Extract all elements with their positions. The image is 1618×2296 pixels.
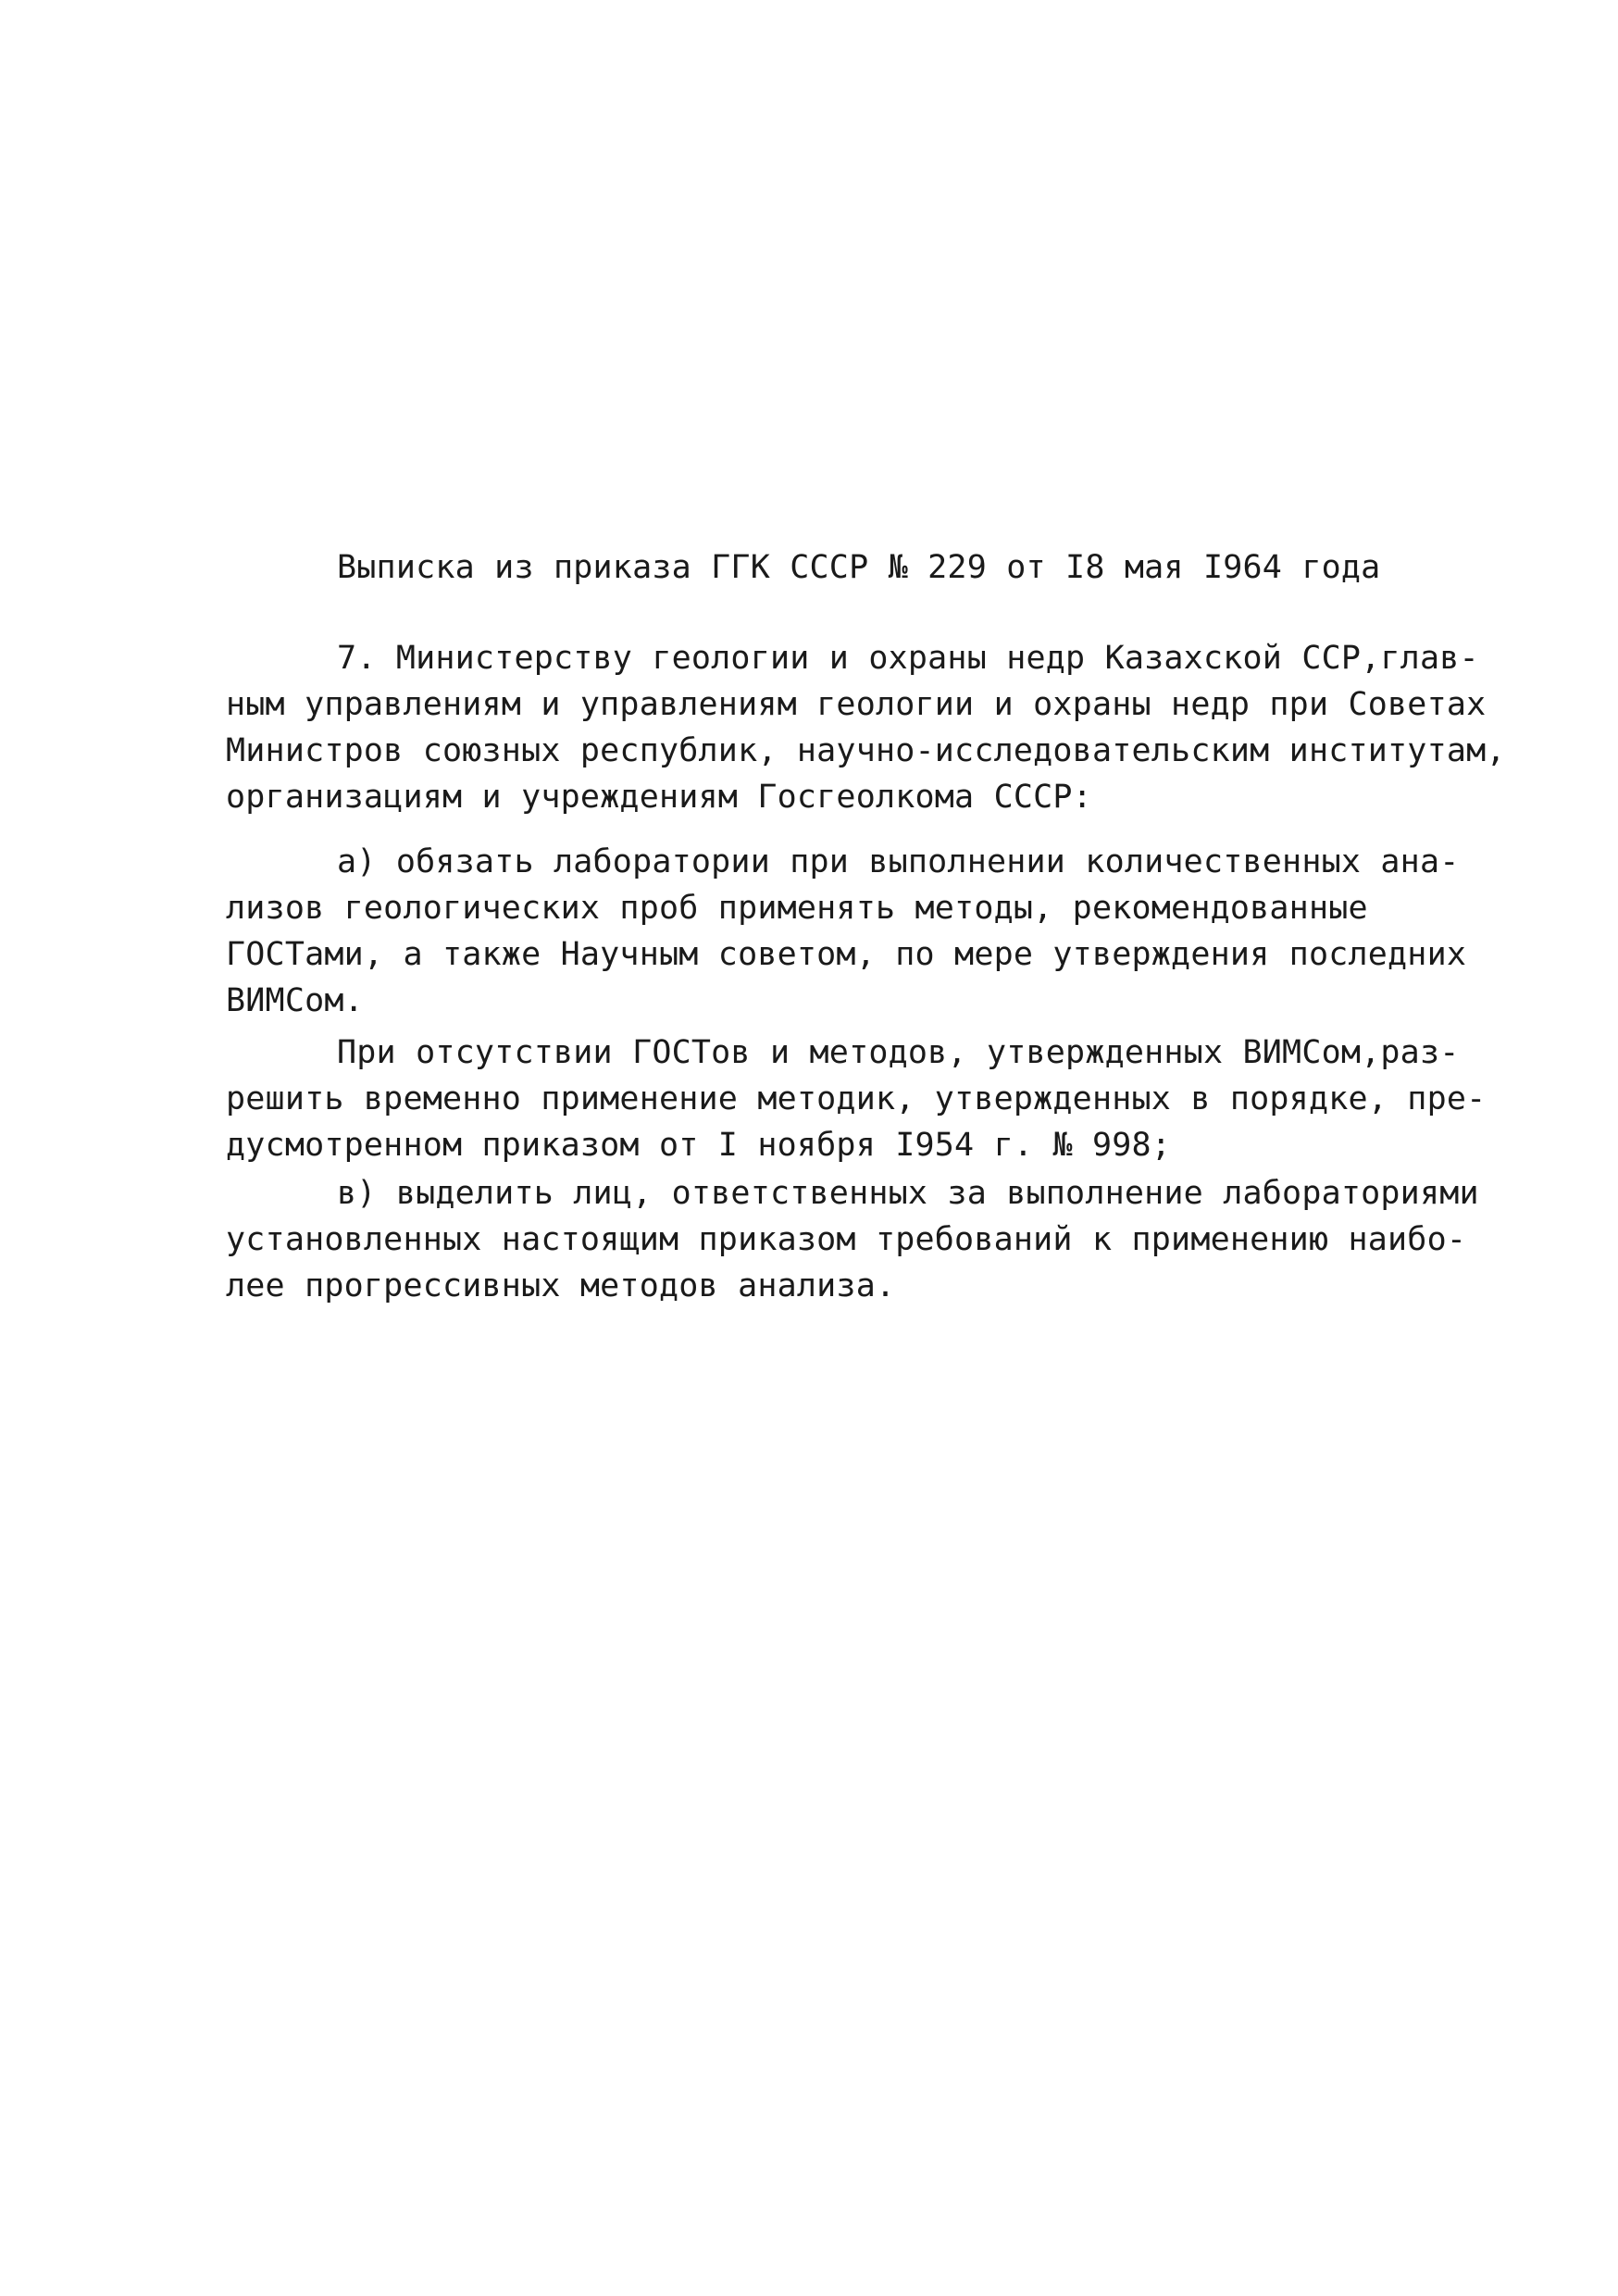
paragraph-1-line-2: ным управлениям и управлениям геологии и охраны недр при Советах xyxy=(226,686,1487,723)
document-title: Выписка из приказа ГГК СССР № 229 от I8 мая I964 года xyxy=(337,549,1381,586)
paragraph-3-line-2: решить временно применение методик, утвержденных в порядке, пре- xyxy=(226,1080,1487,1117)
paragraph-2-line-4: ВИМСом. xyxy=(226,982,364,1019)
paragraph-2-line-3: ГОСТами, а также Научным советом, по мере утверждения последних xyxy=(226,936,1467,973)
paragraph-1-line-4: организациям и учреждениям Госгеолкома СССР: xyxy=(226,779,1092,816)
paragraph-4-line-2: установленных настоящим приказом требований к применению наибо- xyxy=(226,1221,1467,1258)
paragraph-4-line-1: в) выделить лиц, ответственных за выполнение лабораториями xyxy=(337,1175,1479,1212)
paragraph-3-line-1: При отсутствии ГОСТов и методов, утвержденных ВИМСом,раз- xyxy=(337,1034,1460,1071)
paragraph-1-line-1: 7. Министерству геологии и охраны недр Казахской ССР,глав- xyxy=(337,640,1479,677)
paragraph-1-line-3: Министров союзных республик, научно-исследовательским институтам, xyxy=(226,732,1506,769)
paragraph-4-line-3: лее прогрессивных методов анализа. xyxy=(226,1267,896,1304)
paragraph-2-line-1: а) обязать лаборатории при выполнении количественных ана- xyxy=(337,843,1460,880)
paragraph-3-line-3: дусмотренном приказом от I ноября I954 г. № 998; xyxy=(226,1127,1172,1164)
paragraph-2-line-2: лизов геологических проб применять методы, рекомендованные xyxy=(226,890,1368,927)
